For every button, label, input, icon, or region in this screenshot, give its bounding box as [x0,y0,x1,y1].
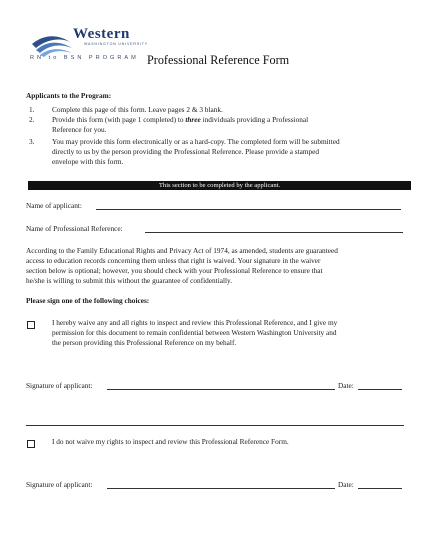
applicant-name-field[interactable] [96,209,401,210]
ferpa-line-3: section below is optional; however, you should check with your Professional Reference to ensure that [26,266,323,275]
ferpa-line-2: access to education records concerning them unless that right is waived. Your signature in the waiver [26,256,321,265]
ferpa-line-4: he/she is willing to submit this without the guarantee of confidentially. [26,276,233,285]
choice-1-line-3: the person providing this Professional Reference on my behalf. [52,338,237,347]
instruction-3-line-3: envelope with this form. [52,157,124,166]
signature-field[interactable] [107,389,335,390]
program-name: RN to BSN PROGRAM [30,55,139,61]
choice-1-line-2: permission for this document to remain confidential between Western Washington University and [52,328,337,337]
signature-label: Signature of applicant: [26,381,93,390]
reference-name-label: Name of Professional Reference: [26,224,123,233]
choice-1-line-1: I hereby waive any and all rights to inspect and review this Professional Reference, and I give my [52,318,338,327]
logo-wordmark: Western [73,26,130,42]
date-field[interactable] [358,389,402,390]
instruction-2 [52,115,308,125]
item-number: 2. [29,115,35,124]
signature-label: Signature of applicant: [26,480,93,489]
date-label: Date: [338,381,354,390]
item-number: 3. [29,137,35,146]
page-title: Professional Reference Form [147,53,290,67]
item-number: 1. [29,105,35,114]
instruction-3-line-1: You may provide this form electronically or as a hard-copy. The completed form will be submitted [52,137,340,146]
instruction-3-line-2: directly to us by the person providing the Professional Reference. Please provide a stamped [52,147,320,156]
checkbox-icon[interactable] [27,321,35,329]
reference-name-field[interactable] [145,232,403,233]
instruction-1: Complete this page of this form. Leave pages 2 & 3 blank. [52,105,223,114]
date-field[interactable] [358,488,402,489]
choices-heading: Please sign one of the following choices: [26,296,150,305]
section-banner: This section to be completed by the applicant. [28,181,411,190]
instruction-2-emphasis: three [185,115,201,124]
signature-field[interactable] [107,488,335,489]
logo-subtitle: WASHINGTON UNIVERSITY [84,42,148,46]
date-label: Date: [338,480,354,489]
section-divider [26,425,404,426]
instructions-heading: Applicants to the Program: [26,91,112,100]
instruction-2-line-2: Reference for you. [52,125,107,134]
applicant-name-label: Name of applicant: [26,201,82,210]
instruction-2-pre: Provide this form (with page 1 completed) to [52,115,186,124]
choice-2-text: I do not waive my rights to inspect and review this Professional Reference Form. [52,437,289,446]
ferpa-line-1: According to the Family Educational Rights and Privacy Act of 1974, as amended, students are guaranteed [26,246,338,255]
checkbox-icon[interactable] [27,440,35,448]
instruction-2-post: individuals providing a Professional [200,115,309,124]
